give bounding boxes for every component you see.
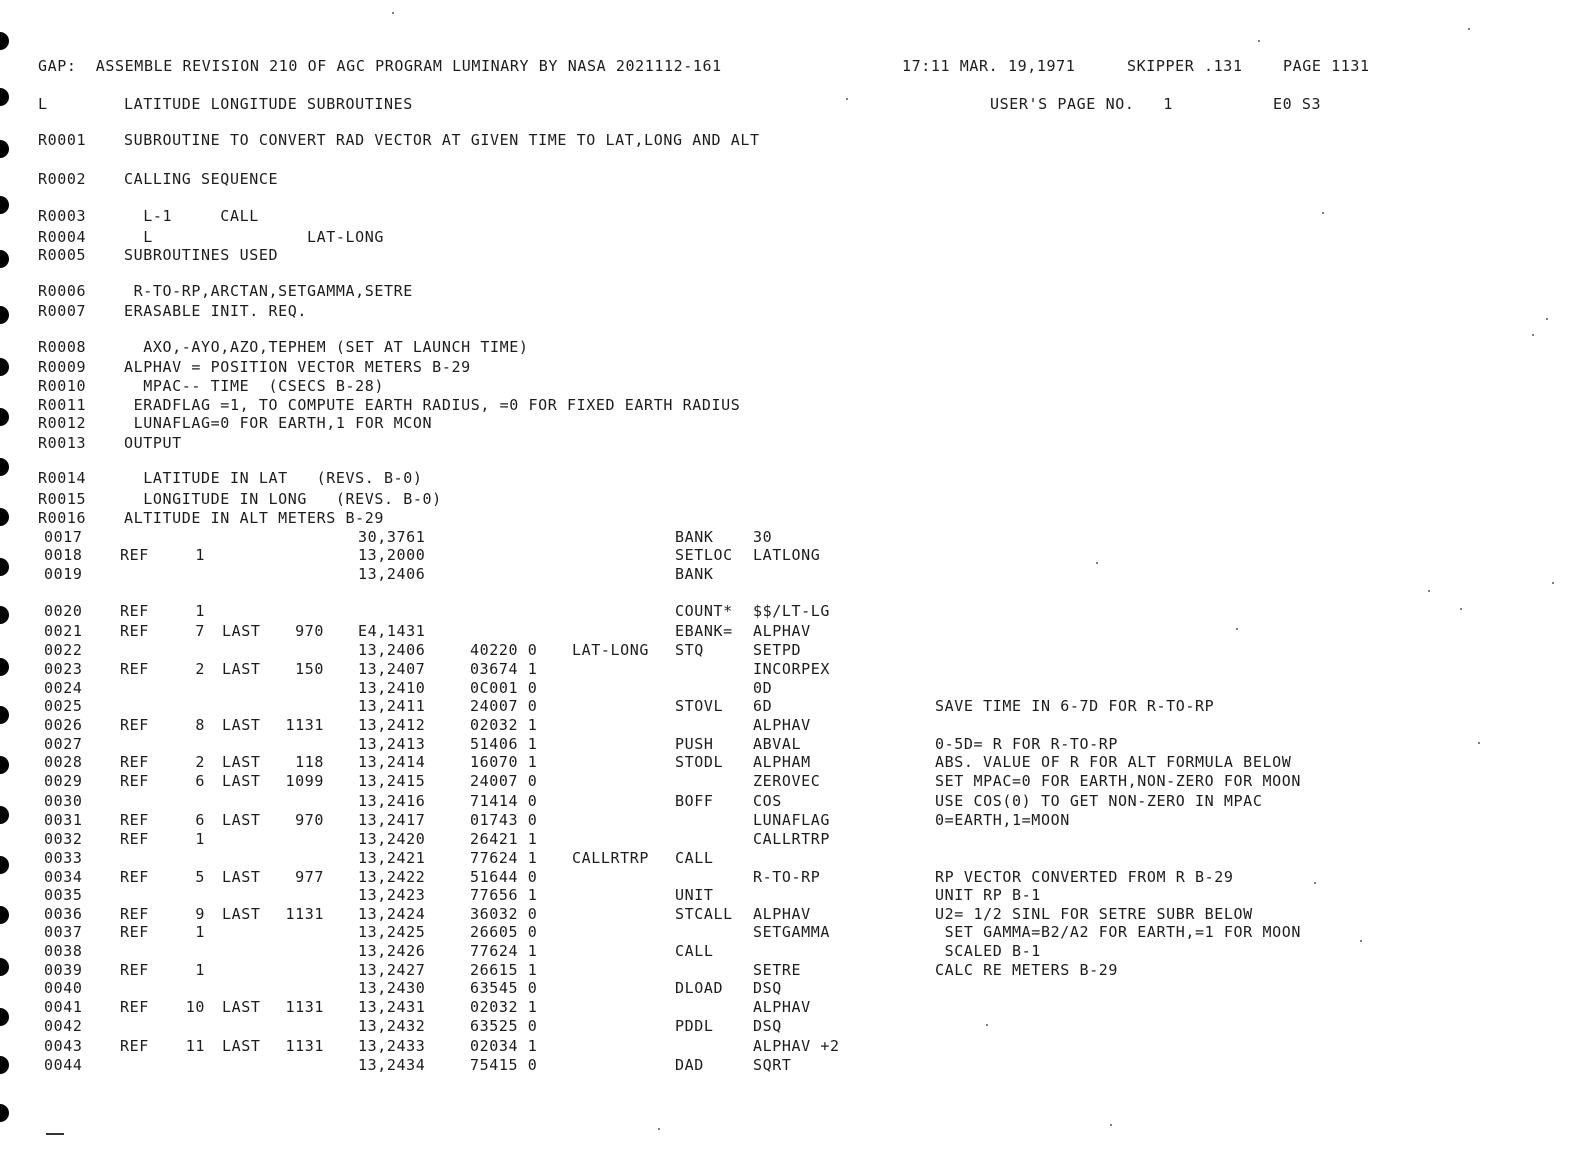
line-number: 0041: [44, 998, 83, 1016]
octal-word: 63545 0: [470, 979, 538, 997]
line-number: 0040: [44, 979, 83, 997]
address: 13,2406: [358, 641, 426, 659]
operand: ALPHAV +2: [753, 1037, 840, 1055]
ref-keyword: REF: [120, 961, 149, 979]
header-code: E0 S3: [1273, 95, 1322, 113]
address: 13,2406: [358, 565, 426, 583]
scan-speck: [1552, 582, 1554, 584]
line-number: R0009: [38, 358, 87, 376]
line-number: 0026: [44, 716, 83, 734]
ref-keyword: REF: [120, 811, 149, 829]
octal-word: 02032 1: [470, 998, 538, 1016]
address: 13,2420: [358, 830, 426, 848]
remark-text: CALLING SEQUENCE: [124, 170, 279, 188]
ref-keyword: REF: [120, 998, 149, 1016]
octal-word: 36032 0: [470, 905, 538, 923]
remark-text: LATITUDE IN LAT (REVS. B-0): [124, 469, 423, 487]
code-line: [0, 752, 1582, 772]
scan-speck: [1322, 212, 1324, 214]
address: 13,2412: [358, 716, 426, 734]
line-number: R0006: [38, 282, 87, 300]
code-line: [0, 791, 1582, 811]
octal-word: 26605 0: [470, 923, 538, 941]
remark-text: LUNAFLAG=0 FOR EARTH,1 FOR MCON: [124, 414, 433, 432]
address: 13,2431: [358, 998, 426, 1016]
last-page: 1131: [285, 1037, 324, 1055]
remark-text: ALPHAV = POSITION VECTOR METERS B-29: [124, 358, 471, 376]
octal-word: 77624 1: [470, 942, 538, 960]
address: 13,2434: [358, 1056, 426, 1074]
code-line: [0, 1036, 1582, 1056]
header-tag: L: [38, 95, 48, 113]
line-number: 0038: [44, 942, 83, 960]
last-keyword: LAST: [222, 1037, 261, 1055]
octal-word: 0C001 0: [470, 679, 538, 697]
code-line: [0, 997, 1582, 1017]
address: 13,2426: [358, 942, 426, 960]
header-user-page: USER'S PAGE NO. 1: [990, 95, 1173, 113]
code-line: [0, 867, 1582, 887]
code-line: [0, 659, 1582, 679]
ref-count: 1: [195, 602, 205, 620]
operand: DSQ: [753, 1017, 782, 1035]
ref-count: 1: [195, 546, 205, 564]
operand: SETPD: [753, 641, 802, 659]
line-number: 0021: [44, 622, 83, 640]
operand: 6D: [753, 697, 773, 715]
opcode: BANK: [675, 565, 714, 583]
header-program: GAP: ASSEMBLE REVISION 210 OF AGC PROGRAM LUMINARY BY NASA 2021112-161: [38, 57, 722, 75]
address: 13,2414: [358, 753, 426, 771]
comment: ABS. VALUE OF R FOR ALT FORMULA BELOW: [935, 753, 1292, 771]
operand: R-TO-RP: [753, 868, 821, 886]
ref-count: 11: [185, 1037, 205, 1055]
page-mark: [46, 1133, 64, 1135]
remark-line: [0, 245, 1582, 265]
remark-line: [0, 206, 1582, 226]
octal-word: 02034 1: [470, 1037, 538, 1055]
line-number: 0025: [44, 697, 83, 715]
ref-count: 8: [195, 716, 205, 734]
operand: LATLONG: [753, 546, 821, 564]
opcode: BANK: [675, 528, 714, 546]
comment: SAVE TIME IN 6-7D FOR R-TO-RP: [935, 697, 1215, 715]
scan-speck: [986, 1024, 988, 1026]
remark-text: AXO,-AYO,AZO,TEPHEM (SET AT LAUNCH TIME): [124, 338, 529, 356]
code-line: [0, 601, 1582, 621]
code-line: [0, 1055, 1582, 1075]
line-number: R0007: [38, 302, 87, 320]
ref-count: 1: [195, 923, 205, 941]
ref-count: 2: [195, 753, 205, 771]
last-page: 1131: [285, 905, 324, 923]
address: 13,2432: [358, 1017, 426, 1035]
last-page: 977: [295, 868, 324, 886]
scan-speck: [1314, 882, 1316, 884]
opcode: STODL: [675, 753, 724, 771]
last-page: 1099: [285, 772, 324, 790]
header-skipper: SKIPPER .131: [1127, 57, 1243, 75]
line-number: 0037: [44, 923, 83, 941]
ref-keyword: REF: [120, 716, 149, 734]
operand: SQRT: [753, 1056, 792, 1074]
line-number: R0005: [38, 246, 87, 264]
ref-keyword: REF: [120, 546, 149, 564]
last-keyword: LAST: [222, 753, 261, 771]
operand: 0D: [753, 679, 773, 697]
ref-keyword: REF: [120, 868, 149, 886]
octal-word: 16070 1: [470, 753, 538, 771]
address: 13,2417: [358, 811, 426, 829]
octal-word: 75415 0: [470, 1056, 538, 1074]
scan-speck: [392, 12, 394, 14]
octal-word: 02032 1: [470, 716, 538, 734]
line-number: R0008: [38, 338, 87, 356]
comment: 0=EARTH,1=MOON: [935, 811, 1070, 829]
ref-count: 1: [195, 830, 205, 848]
last-keyword: LAST: [222, 660, 261, 678]
ref-count: 10: [185, 998, 205, 1016]
code-line: [0, 1016, 1582, 1036]
octal-word: 24007 0: [470, 772, 538, 790]
code-line: [0, 678, 1582, 698]
comment: CALC RE METERS B-29: [935, 961, 1118, 979]
header-datetime: 17:11 MAR. 19,1971: [902, 57, 1076, 75]
ref-keyword: REF: [120, 772, 149, 790]
ref-count: 5: [195, 868, 205, 886]
last-page: 970: [295, 622, 324, 640]
ref-count: 7: [195, 622, 205, 640]
comment: U2= 1/2 SINL FOR SETRE SUBR BELOW: [935, 905, 1253, 923]
address: 13,2430: [358, 979, 426, 997]
header-page: PAGE 1131: [1283, 57, 1370, 75]
scan-speck: [658, 1128, 660, 1130]
remark-line: [0, 508, 1582, 528]
line-number: R0010: [38, 377, 87, 395]
remark-text: L LAT-LONG: [124, 228, 385, 246]
code-line: [0, 771, 1582, 791]
remark-line: [0, 281, 1582, 301]
opcode: DLOAD: [675, 979, 724, 997]
last-keyword: LAST: [222, 772, 261, 790]
ref-keyword: REF: [120, 753, 149, 771]
octal-word: 77624 1: [470, 849, 538, 867]
operand: ZEROVEC: [753, 772, 821, 790]
code-line: [0, 978, 1582, 998]
ref-count: 6: [195, 772, 205, 790]
line-number: 0022: [44, 641, 83, 659]
line-number: 0035: [44, 886, 83, 904]
remark-line: [0, 337, 1582, 357]
last-page: 150: [295, 660, 324, 678]
octal-word: 77656 1: [470, 886, 538, 904]
comment: RP VECTOR CONVERTED FROM R B-29: [935, 868, 1234, 886]
operand: $$/LT-LG: [753, 602, 831, 620]
line-number: 0018: [44, 546, 83, 564]
remark-text: ALTITUDE IN ALT METERS B-29: [124, 509, 385, 527]
address: 13,2427: [358, 961, 426, 979]
code-line: [0, 696, 1582, 716]
octal-word: 26421 1: [470, 830, 538, 848]
address: 13,2424: [358, 905, 426, 923]
remark-line: [0, 357, 1582, 377]
scan-speck: [1096, 562, 1098, 564]
line-number: 0028: [44, 753, 83, 771]
remark-line: [0, 301, 1582, 321]
ref-keyword: REF: [120, 660, 149, 678]
remark-line: [0, 413, 1582, 433]
binder-hole: [0, 32, 9, 50]
operand: ALPHAV: [753, 716, 811, 734]
code-line: [0, 848, 1582, 868]
operand: ALPHAM: [753, 753, 811, 771]
opcode: EBANK=: [675, 622, 733, 640]
last-keyword: LAST: [222, 622, 261, 640]
line-number: 0029: [44, 772, 83, 790]
opcode: COUNT*: [675, 602, 733, 620]
octal-word: 03674 1: [470, 660, 538, 678]
line-number: R0001: [38, 131, 87, 149]
line-number: 0030: [44, 792, 83, 810]
last-keyword: LAST: [222, 998, 261, 1016]
octal-word: 51644 0: [470, 868, 538, 886]
line-number: 0044: [44, 1056, 83, 1074]
code-line: [0, 810, 1582, 830]
scan-speck: [1546, 318, 1548, 320]
address: 13,2423: [358, 886, 426, 904]
last-keyword: LAST: [222, 868, 261, 886]
ref-keyword: REF: [120, 830, 149, 848]
remark-line: [0, 468, 1582, 488]
line-number: 0034: [44, 868, 83, 886]
code-line: [0, 922, 1582, 942]
address: 13,2422: [358, 868, 426, 886]
ref-keyword: REF: [120, 622, 149, 640]
line-number: R0011: [38, 396, 87, 414]
code-line: [0, 941, 1582, 961]
comment: SET MPAC=0 FOR EARTH,NON-ZERO FOR MOON: [935, 772, 1301, 790]
operand: CALLRTRP: [753, 830, 831, 848]
ref-keyword: REF: [120, 905, 149, 923]
line-number: R0002: [38, 170, 87, 188]
line-number: 0017: [44, 528, 83, 546]
remark-line: [0, 433, 1582, 453]
line-number: R0015: [38, 490, 87, 508]
remark-text: SUBROUTINES USED: [124, 246, 279, 264]
address: 13,2433: [358, 1037, 426, 1055]
remark-line: [0, 130, 1582, 150]
address: 13,2411: [358, 697, 426, 715]
line-number: 0039: [44, 961, 83, 979]
opcode: CALL: [675, 849, 714, 867]
statement-label: LAT-LONG: [572, 641, 650, 659]
last-page: 1131: [285, 998, 324, 1016]
code-line: [0, 640, 1582, 660]
address: E4,1431: [358, 622, 426, 640]
code-line: [0, 829, 1582, 849]
code-line: [0, 527, 1582, 547]
opcode: BOFF: [675, 792, 714, 810]
operand: ALPHAV: [753, 905, 811, 923]
code-line: [0, 715, 1582, 735]
line-number: R0014: [38, 469, 87, 487]
scan-speck: [1478, 742, 1480, 744]
scan-speck: [1360, 940, 1362, 942]
scan-speck: [1258, 40, 1260, 42]
address: 13,2421: [358, 849, 426, 867]
address: 13,2416: [358, 792, 426, 810]
scan-speck: [1460, 608, 1462, 610]
remark-text: OUTPUT: [124, 434, 182, 452]
address: 13,2407: [358, 660, 426, 678]
octal-word: 63525 0: [470, 1017, 538, 1035]
comment: USE COS(0) TO GET NON-ZERO IN MPAC: [935, 792, 1263, 810]
last-keyword: LAST: [222, 905, 261, 923]
ref-keyword: REF: [120, 602, 149, 620]
line-number: 0036: [44, 905, 83, 923]
remark-text: R-TO-RP,ARCTAN,SETGAMMA,SETRE: [124, 282, 413, 300]
statement-label: CALLRTRP: [572, 849, 650, 867]
line-number: R0004: [38, 228, 87, 246]
last-page: 1131: [285, 716, 324, 734]
remark-text: MPAC-- TIME (CSECS B-28): [124, 377, 385, 395]
octal-word: 01743 0: [470, 811, 538, 829]
remark-line: [0, 489, 1582, 509]
opcode: STCALL: [675, 905, 733, 923]
operand: DSQ: [753, 979, 782, 997]
ref-count: 1: [195, 961, 205, 979]
code-line: [0, 885, 1582, 905]
remark-line: [0, 376, 1582, 396]
address: 13,2000: [358, 546, 426, 564]
line-number: R0003: [38, 207, 87, 225]
header-title: LATITUDE LONGITUDE SUBROUTINES: [124, 95, 413, 113]
line-number: 0020: [44, 602, 83, 620]
opcode: STQ: [675, 641, 704, 659]
operand: LUNAFLAG: [753, 811, 831, 829]
address: 13,2415: [358, 772, 426, 790]
octal-word: 71414 0: [470, 792, 538, 810]
code-line: [0, 734, 1582, 754]
line-number: 0043: [44, 1037, 83, 1055]
header-line-2: [0, 94, 1582, 114]
ref-keyword: REF: [120, 1037, 149, 1055]
remark-text: SUBROUTINE TO CONVERT RAD VECTOR AT GIVEN TIME TO LAT,LONG AND ALT: [124, 131, 760, 149]
line-number: 0023: [44, 660, 83, 678]
binder-hole: [0, 1104, 9, 1122]
octal-word: 40220 0: [470, 641, 538, 659]
remark-text: L-1 CALL: [124, 207, 259, 225]
ref-count: 9: [195, 905, 205, 923]
operand: ALPHAV: [753, 998, 811, 1016]
line-number: R0012: [38, 414, 87, 432]
remark-line: [0, 395, 1582, 415]
line-number: 0042: [44, 1017, 83, 1035]
code-line: [0, 545, 1582, 565]
operand: INCORPEX: [753, 660, 831, 678]
address: 13,2410: [358, 679, 426, 697]
operand: ALPHAV: [753, 622, 811, 640]
opcode: PUSH: [675, 735, 714, 753]
operand: COS: [753, 792, 782, 810]
line-number: R0013: [38, 434, 87, 452]
line-number: 0031: [44, 811, 83, 829]
operand: SETGAMMA: [753, 923, 831, 941]
remark-text: ERASABLE INIT. REQ.: [124, 302, 307, 320]
remark-line: [0, 169, 1582, 189]
opcode: CALL: [675, 942, 714, 960]
operand: SETRE: [753, 961, 802, 979]
code-line: [0, 621, 1582, 641]
scan-speck: [1428, 590, 1430, 592]
header-line-1: [0, 56, 1582, 76]
opcode: SETLOC: [675, 546, 733, 564]
line-number: 0019: [44, 565, 83, 583]
scan-speck: [1110, 1124, 1112, 1126]
code-line: [0, 960, 1582, 980]
last-keyword: LAST: [222, 811, 261, 829]
address: 13,2413: [358, 735, 426, 753]
ref-count: 2: [195, 660, 205, 678]
remark-text: LONGITUDE IN LONG (REVS. B-0): [124, 490, 442, 508]
scan-speck: [1236, 628, 1238, 630]
comment: 0-5D= R FOR R-TO-RP: [935, 735, 1118, 753]
code-line: [0, 904, 1582, 924]
operand: 30: [753, 528, 773, 546]
opcode: PDDL: [675, 1017, 714, 1035]
ref-count: 6: [195, 811, 205, 829]
line-number: 0024: [44, 679, 83, 697]
comment: UNIT RP B-1: [935, 886, 1041, 904]
opcode: DAD: [675, 1056, 704, 1074]
last-page: 118: [295, 753, 324, 771]
octal-word: 26615 1: [470, 961, 538, 979]
operand: ABVAL: [753, 735, 802, 753]
opcode: UNIT: [675, 886, 714, 904]
scan-speck: [846, 98, 848, 100]
last-page: 970: [295, 811, 324, 829]
scan-speck: [1532, 334, 1534, 336]
opcode: STOVL: [675, 697, 724, 715]
line-number: 0033: [44, 849, 83, 867]
remark-line: [0, 227, 1582, 247]
code-line: [0, 564, 1582, 584]
line-number: 0032: [44, 830, 83, 848]
scan-speck: [1468, 28, 1470, 30]
octal-word: 24007 0: [470, 697, 538, 715]
comment: SET GAMMA=B2/A2 FOR EARTH,=1 FOR MOON: [935, 923, 1301, 941]
line-number: R0016: [38, 509, 87, 527]
address: 30,3761: [358, 528, 426, 546]
comment: SCALED B-1: [935, 942, 1041, 960]
octal-word: 51406 1: [470, 735, 538, 753]
last-keyword: LAST: [222, 716, 261, 734]
address: 13,2425: [358, 923, 426, 941]
line-number: 0027: [44, 735, 83, 753]
remark-text: ERADFLAG =1, TO COMPUTE EARTH RADIUS, =0 FOR FIXED EARTH RADIUS: [124, 396, 741, 414]
ref-keyword: REF: [120, 923, 149, 941]
